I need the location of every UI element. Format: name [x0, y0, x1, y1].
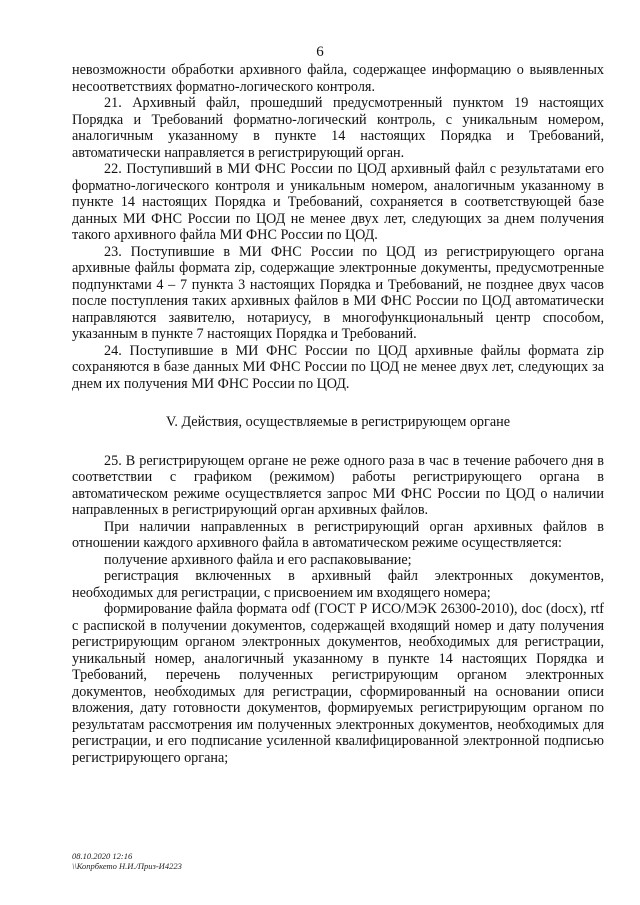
section-heading: V. Действия, осуществляемые в регистрирующем органе: [165, 414, 511, 430]
paragraph: 21. Архивный файл, прошедший предусмотренный пунктом 19 настоящих Порядка и Требований форматно-логический контроль, с уникальным номером, аналогичным указанному в пункте 14 настоящих Порядка и Требований, автоматически направляется в регистрирующий орган.: [72, 95, 604, 161]
paragraph: 23. Поступившие в МИ ФНС России по ЦОД из регистрирующего органа архивные файлы формата zip, содержащие электронные документы, предусмотренные подпунктами 4 – 7 пункта 3 настоящих Порядка и Требований, не позднее двух часов после поступления таких архивных файлов в МИ ФНС России по ЦОД автоматически направляются заявителю, нотариусу, в многофункциональный центр способом, указанным в пункте 7 настоящих Порядка и Требований.: [72, 243, 604, 342]
paragraph: регистрация включенных в архивный файл электронных документов, необходимых для регистрации, с присвоением им входящего номера;: [72, 568, 604, 601]
document-footer: [72, 851, 182, 871]
paragraph: формирование файла формата odf (ГОСТ Р ИСО/МЭК 26300-2010), doc (docx), rtf с распиской в получении документов, содержащей входящий номер и дату получения регистрирующим органом электронных документов, необходимых для регистрации, уникальный номер, аналогичный указанному в пункте 14 настоящих Порядка и Требований, перечень полученных регистрирующим органом электронных документов, необходимых для регистрации, сформированный на основании описи вложения, дату готовности документов, формируемых регистрирующим органом по результатам рассмотрения им полученных электронных документов, необходимых для регистрации, и его подписание усиленной квалифицированной электронной подписью регистрирующего органа;: [72, 601, 604, 766]
paragraph: При наличии направленных в регистрирующий орган архивных файлов в отношении каждого архивного файла в автоматическом режиме осуществляется:: [72, 518, 604, 551]
paragraph: 22. Поступивший в МИ ФНС России по ЦОД архивный файл с результатами его форматно-логического контроля и уникальным номером, аналогичным указанному в пункте 14 настоящих Порядка и Требований, сохраняется в соответствующей базе данных МИ ФНС России по ЦОД не менее двух лет, следующих за днем получения такого архивного файла МИ ФНС России по ЦОД.: [72, 161, 604, 243]
paragraph: 25. В регистрирующем органе не реже одного раза в час в течение рабочего дня в соответствии с графиком (режимом) работы регистрирующего органа в автоматическом режиме осуществляется запрос МИ ФНС России по ЦОД о наличии направленных в регистрирующий орган архивных файлов.: [72, 452, 604, 518]
footer-file-path: \\Копрбкето Н.И./Приз-И4223: [72, 861, 182, 871]
paragraph: получение архивного файла и его распаковывание;: [104, 551, 412, 568]
paragraphs-after-section: [72, 453, 604, 767]
paragraphs-before-section: [72, 62, 604, 392]
document-body: [72, 62, 604, 766]
paragraph: невозможности обработки архивного файла, содержащее информацию о выявленных несоответствиях форматно-логического контроля.: [72, 62, 604, 95]
footer-timestamp: 08.10.2020 12:16: [72, 851, 133, 861]
page-number: 6: [316, 44, 324, 60]
paragraph: 24. Поступившие в МИ ФНС России по ЦОД архивные файлы формата zip сохраняются в базе данных МИ ФНС России по ЦОД не менее двух лет, следующих за днем их получения МИ ФНС России по ЦОД.: [72, 342, 604, 392]
